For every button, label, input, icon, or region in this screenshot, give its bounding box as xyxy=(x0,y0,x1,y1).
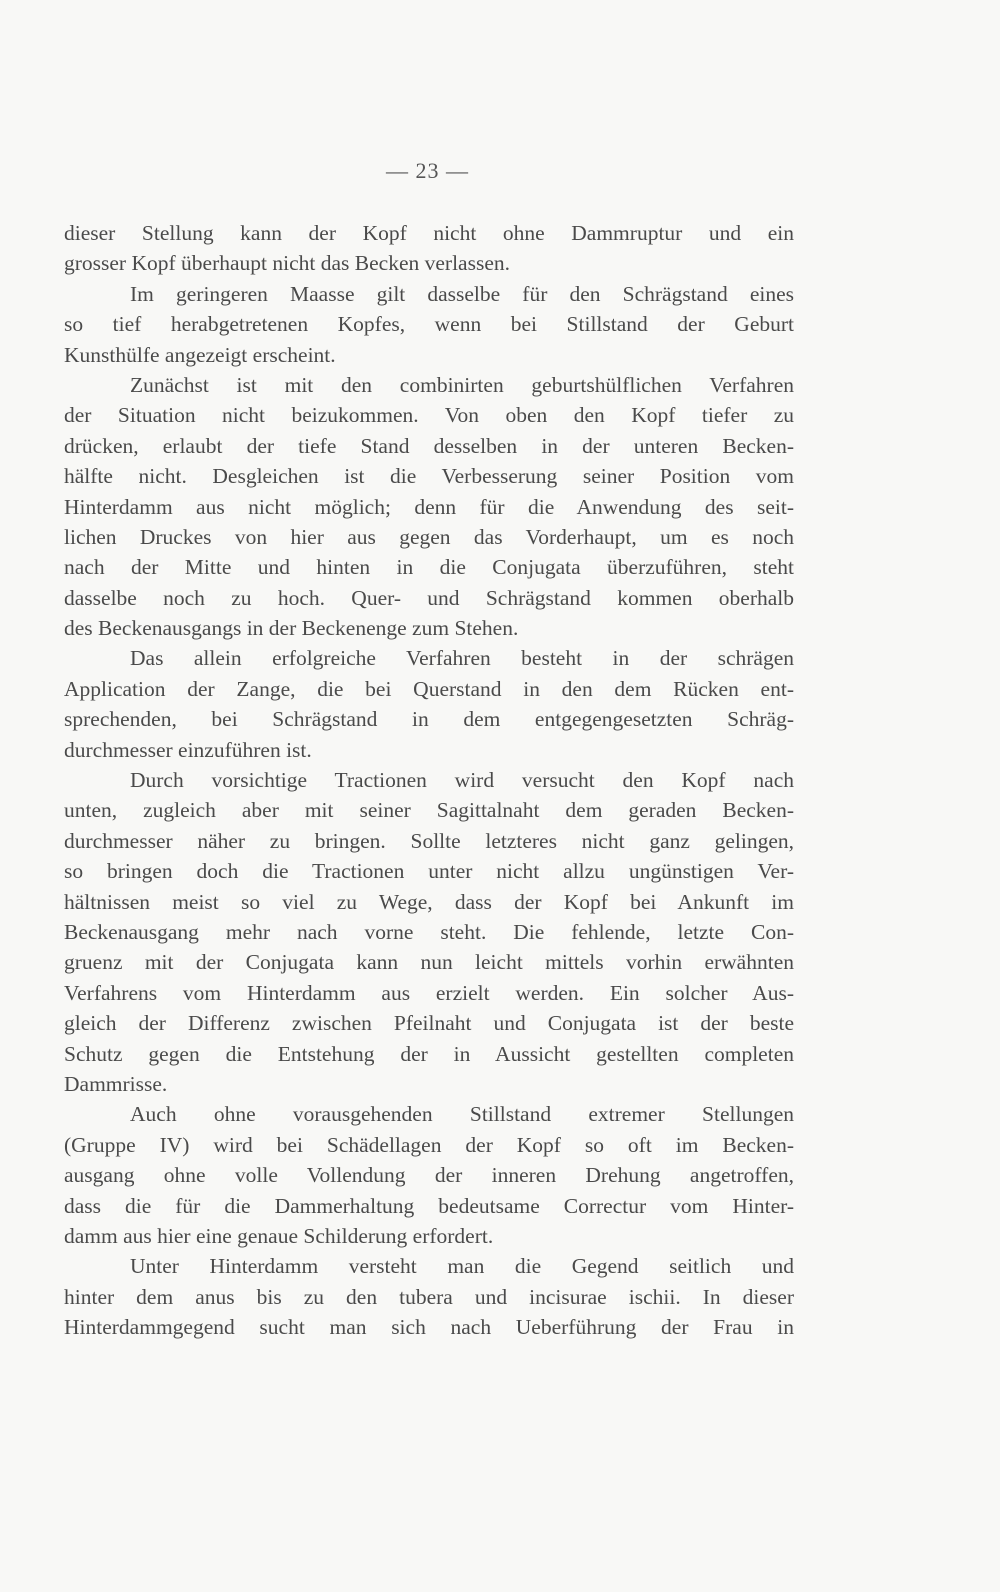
text-line: (Gruppe IV) wird bei Schädellagen der Kopf so oft im Becken- xyxy=(64,1132,794,1157)
text-line: Application der Zange, die bei Querstand in den dem Rücken ent- xyxy=(64,676,794,701)
text-line: unten, zugleich aber mit seiner Sagittalnaht dem geraden Becken- xyxy=(64,798,794,823)
text-line: Hinterdammgegend sucht man sich nach Ueberführung der Frau in xyxy=(64,1315,794,1340)
text-line: sprechenden, bei Schrägstand in dem entgegengesetzten Schräg- xyxy=(64,707,794,732)
text-line: Auch ohne vorausgehenden Stillstand extremer Stellungen xyxy=(130,1102,794,1127)
text-line: ausgang ohne volle Vollendung der inneren Drehung angetroffen, xyxy=(64,1163,794,1188)
text-line: Kunsthülfe angezeigt erscheint. xyxy=(64,342,336,367)
text-line: Hinterdamm aus nicht möglich; denn für die Anwendung des seit- xyxy=(64,494,794,519)
page-number: — 23 — xyxy=(386,158,469,183)
text-line: Das allein erfolgreiche Verfahren besteht in der schrägen xyxy=(130,646,794,671)
text-line: Zunächst ist mit den combinirten geburtshülflichen Verfahren xyxy=(130,372,794,397)
text-line: Beckenausgang mehr nach vorne steht. Die fehlende, letzte Con- xyxy=(64,919,794,944)
text-line: nach der Mitte und hinten in die Conjugata überzuführen, steht xyxy=(64,555,794,580)
text-line: gleich der Differenz zwischen Pfeilnaht und Conjugata ist der beste xyxy=(64,1011,794,1036)
text-line: drücken, erlaubt der tiefe Stand desselben in der unteren Becken- xyxy=(64,433,794,458)
text-line: dass die für die Dammerhaltung bedeutsame Correctur vom Hinter- xyxy=(64,1193,794,1218)
text-line: lichen Druckes von hier aus gegen das Vorderhaupt, um es noch xyxy=(64,524,794,549)
text-line: des Beckenausgangs in der Beckenenge zum Stehen. xyxy=(64,616,519,641)
text-line: damm aus hier eine genaue Schilderung erfordert. xyxy=(64,1223,494,1248)
text-line: dasselbe noch zu hoch. Quer- und Schrägstand kommen oberhalb xyxy=(64,585,794,610)
text-line: hälfte nicht. Desgleichen ist die Verbesserung seiner Position vom xyxy=(64,464,794,489)
text-line: Im geringeren Maasse gilt dasselbe für den Schrägstand eines xyxy=(130,281,794,306)
text-line: Verfahrens vom Hinterdamm aus erzielt werden. Ein solcher Aus- xyxy=(64,980,794,1005)
text-line: hältnissen meist so viel zu Wege, dass der Kopf bei Ankunft im xyxy=(64,889,794,914)
text-line: Durch vorsichtige Tractionen wird versucht den Kopf nach xyxy=(130,768,794,793)
text-line: so bringen doch die Tractionen unter nicht allzu ungünstigen Ver- xyxy=(64,859,794,884)
text-line: hinter dem anus bis zu den tubera und incisurae ischii. In dieser xyxy=(64,1284,794,1309)
text-line: Dammrisse. xyxy=(64,1071,168,1096)
text-line: durchmesser einzuführen ist. xyxy=(64,737,312,762)
text-line: grosser Kopf überhaupt nicht das Becken verlassen. xyxy=(64,251,510,276)
body-text xyxy=(64,218,794,1342)
text-line: der Situation nicht beizukommen. Von oben den Kopf tiefer zu xyxy=(64,403,794,428)
text-line: Unter Hinterdamm versteht man die Gegend seitlich und xyxy=(130,1254,794,1279)
text-line: gruenz mit der Conjugata kann nun leicht mittels vorhin erwähnten xyxy=(64,950,794,975)
text-line: dieser Stellung kann der Kopf nicht ohne Dammruptur und ein xyxy=(64,221,794,245)
text-line: so tief herabgetretenen Kopfes, wenn bei Stillstand der Geburt xyxy=(64,312,794,337)
text-line: Schutz gegen die Entstehung der in Aussicht gestellten completen xyxy=(64,1041,794,1066)
text-line: durchmesser näher zu bringen. Sollte letzteres nicht ganz gelingen, xyxy=(64,828,794,853)
